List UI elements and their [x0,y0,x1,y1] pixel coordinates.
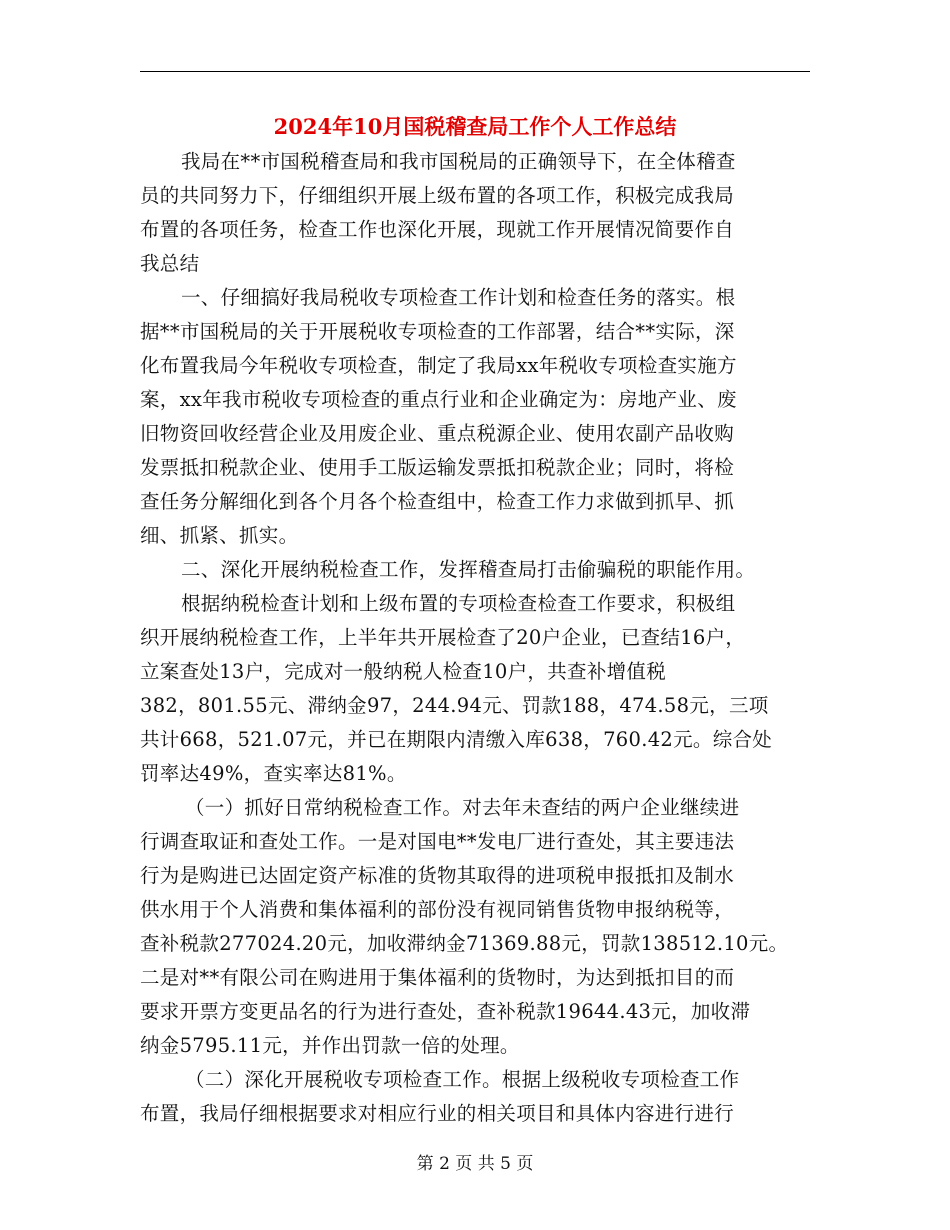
body-line: 立案查处13户，完成对一般纳税人检查10户，共查补增值税 [140,660,667,683]
body-line: 382，801.55元、滞纳金97，244.94元、罚款188，474.58元，三项 [140,694,769,717]
body-line: 纳金5795.11元，并作出罚款一倍的处理。 [140,1034,520,1057]
body-line: 根据纳税检查计划和上级布置的专项检查检查工作要求，积极组 [181,592,736,615]
body-line: 布置，我局仔细根据要求对相应行业的相关项目和具体内容进行进行 [140,1102,735,1125]
body-line: 二是对**有限公司在购进用于集体福利的货物时，为达到抵扣目的而 [140,966,735,989]
body-line: 员的共同努力下，仔细组织开展上级布置的各项工作，积极完成我局 [140,184,735,207]
body-line: 布置的各项任务，检查工作也深化开展，现就工作开展情况简要作自 [140,218,735,241]
body-line: 共计668，521.07元，并已在期限内清缴入库638，760.42元。综合处 [140,728,773,751]
body-line: 织开展纳税检查工作，上半年共开展检查了20户企业，已查结16户， [140,626,746,649]
body-line: 旧物资回收经营企业及用废企业、重点税源企业、使用农副产品收购 [140,422,735,445]
header-rule [140,71,810,72]
body-line: 一、仔细搞好我局税收专项检查工作计划和检查任务的落实。根 [181,286,736,309]
body-line: 要求开票方变更品名的行为进行查处，查补税款19644.43元，加收滞 [140,1000,751,1023]
body-line: 查补税款277024.20元，加收滞纳金71369.88元，罚款138512.10元。 [140,932,789,955]
document-title: 2024年10月国税稽查局工作个人工作总结 [273,114,677,139]
page-number-footer: 第 2 页 共 5 页 [416,1154,534,1174]
body-line: 行为是购进已达固定资产标准的货物其取得的进项税申报抵扣及制水 [140,864,735,887]
body-line: 细、抓紧、抓实。 [140,524,299,547]
body-line: （一）抓好日常纳税检查工作。对去年未查结的两户企业继续进 [185,796,740,819]
body-line: 查任务分解细化到各个月各个检查组中，检查工作力求做到抓早、抓 [140,490,735,513]
body-line: 化布置我局今年税收专项检查，制定了我局xx年税收专项检查实施方 [140,354,737,377]
body-line: 案，xx年我市税收专项检查的重点行业和企业确定为：房地产业、废 [140,388,737,411]
body-line: 我局在**市国税稽查局和我市国税局的正确领导下，在全体稽查 [181,150,736,173]
body-line: 罚率达49%，查实率达81%。 [140,762,407,785]
body-line: 我总结 [140,252,200,275]
body-line: 二、深化开展纳税检查工作，发挥稽查局打击偷骗税的职能作用。 [181,558,756,581]
body-line: 据**市国税局的关于开展税收专项检查的工作部署，结合**实际，深 [140,320,735,343]
body-line: （二）深化开展税收专项检查工作。根据上级税收专项检查工作 [185,1068,740,1091]
body-line: 供水用于个人消费和集体福利的部份没有视同销售货物申报纳税等， [140,898,735,921]
body-line: 发票抵扣税款企业、使用手工版运输发票抵扣税款企业；同时，将检 [140,456,735,479]
body-line: 行调查取证和查处工作。一是对国电**发电厂进行查处，其主要违法 [140,830,735,853]
